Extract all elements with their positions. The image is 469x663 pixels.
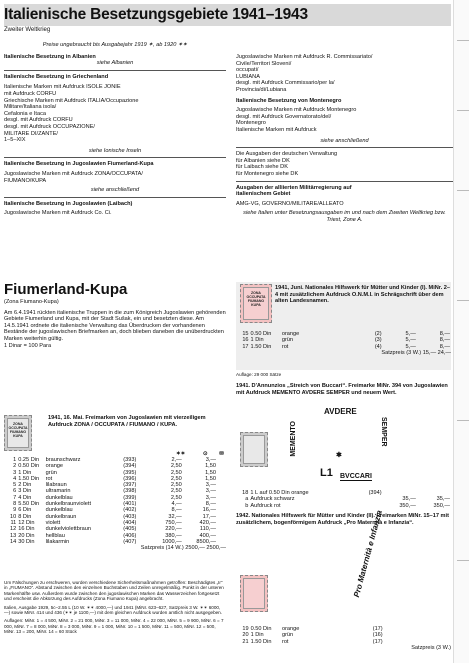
table-cell: violett: [45, 519, 61, 526]
stamp-image: [4, 415, 32, 451]
section-heading: Fiumerland-Kupa: [4, 281, 128, 298]
table-cell: rot: [281, 638, 289, 645]
table-cell: (405): [123, 526, 137, 533]
see-note: siehe anschließend: [320, 137, 369, 144]
text-line: Die Ausgaben der deutschen Verwaltung: [236, 151, 338, 158]
stamp-overprint: ZONA OCCUPATA FIUMANO KUPA: [246, 291, 266, 307]
table-cell: (402): [123, 507, 137, 514]
section-subheading: (Zona Fiumano-Kupa): [4, 299, 59, 305]
right-intro-column: [236, 42, 453, 223]
table-cell: orange: [45, 463, 64, 470]
table-cell: (406): [123, 532, 137, 539]
table-cell: Aufdruck rot: [250, 502, 281, 509]
table-cell: 4 Din: [18, 494, 32, 501]
table-cell: (3): [374, 337, 382, 344]
text-line: desgl. mit Aufdruck Governatorato/del/: [236, 113, 332, 120]
page-title: Italienische Besetzungsgebiete 1941–1943: [4, 6, 308, 23]
text-line: AMG-VG, GOVERNO/MILITARE/ALLEATO: [236, 200, 344, 207]
text-line: 1–5–XIX: [4, 137, 26, 144]
table-cell: 110,—: [199, 526, 216, 533]
text-line: occupati/: [236, 67, 259, 74]
left-intro-column: [4, 42, 226, 217]
table-cell: 8,—: [171, 507, 182, 514]
issue-notes: [4, 580, 226, 635]
text-line: für Laibach siehe DK: [236, 164, 288, 171]
see-note: siehe Ionische Inseln: [88, 147, 142, 154]
table-cell: (4): [374, 343, 382, 350]
text-line: Montenegro: [236, 120, 266, 127]
table-cell: lilabraun: [45, 482, 67, 489]
see-note: siehe anschließend: [90, 187, 140, 194]
table-cell: grün: [281, 337, 294, 344]
text-line: für Montenegro siehe DK: [236, 170, 299, 177]
table-cell: [358, 503, 383, 509]
col-header-mint: ✶✶: [176, 451, 186, 457]
strip-mark: [457, 40, 469, 41]
issue-price-table: [236, 490, 451, 509]
table-cell: (404): [123, 519, 137, 526]
table-cell: (394): [123, 463, 137, 470]
table-cell: 1 L auf 0.50 Din orange: [250, 490, 309, 496]
table-cell: ultramarin: [45, 488, 71, 495]
section-title: Ausgaben der alliierten Militärregierung auf: [236, 184, 352, 191]
section-title: Italienische Besetzung in Griechenland: [4, 73, 109, 80]
table-cell: (17): [372, 638, 383, 645]
table-cell: 5,—: [405, 337, 416, 344]
section-title-cont: italienischem Gebiet: [236, 191, 291, 198]
issue-heading: 1941, Juni. Nationales Hilfswerk für Mütter und Kinder (I). MiNr. 2–4 mit zusätzlichem Aufdruck O.N.M.I. in Schrägschrift über dem alten Landesnamen.: [275, 285, 450, 305]
note-paragraph: Italien, Ausgabe 1929, 5c–2.55 L (10 W. ✶✶ 4000,—) und 1941 (MiNr. 623–627, Satzpreis 3 W. ✶✶ 6000,—) sowie MiNr. 414 und 436 (✶✶ je 1100,—) mit dem gleichen Aufdruck wurden amtlich nicht ausgegeben.: [4, 604, 223, 616]
issue-heading: 1941. D'Annunzios „Streich von Buccari“. Freimarke MiNr. 394 von Jugoslawien mit Aufdruck MEMENTO AVDERE SEMPER und neuem Wert.: [236, 383, 448, 396]
table-cell: 1000,—: [162, 538, 182, 545]
table-cell: 350,—: [399, 502, 416, 509]
table-cell: (396): [123, 475, 137, 482]
table-cell: dunkelblau: [45, 507, 73, 514]
table-cell: 2,50: [170, 488, 182, 495]
table-cell: 35,—: [436, 496, 450, 503]
ovl-word: SEMPER: [380, 417, 387, 447]
table-cell: 32,—: [168, 513, 182, 520]
table-cell: 6: [13, 488, 17, 495]
table-cell: rot: [281, 343, 289, 350]
table-cell: (394): [368, 490, 382, 496]
note-paragraph: Um Fälschungen zu erschweren, wurden verschiedene Sicherheitsmaßnahmen getroffen: Beschädigtes „Ir“ in „FIUMANO“. Abstand zwischen den einzelnen Buchstaben und Zeilen unregelmäßig. Punkt in der unteren Markenhälfte usw. Außerdem wurde zwischen den jugoslawischen Marken das Wasserzeichen fortgesetzt und erscheint die Abkürzung des Aufdrucks (Zona Fiumano Kupa) angebracht.: [4, 580, 224, 602]
table-cell: 1: [13, 457, 17, 463]
note-paragraph: Auflagen: MiNr. 1 = 4 500, MiNr. 2 = 21 000, MiNr. 3 = 11 000, MiNr. 4 = 22 000, MiNr. 5 = 9 900, MiNr. 6 = 7 000, MiNr. 7 = 8 000, MiNr. 8 = 3 000, MiNr. 9 = 1 000, MiNr. 10 = 1 500, MiNr. 11 = 500, MiNr. 12 = 500, MiNr. 13 = 200, MiNr. 14 = 60 Stück: [4, 618, 224, 635]
table-cell: 7: [13, 494, 17, 501]
divider: [4, 197, 226, 198]
stamp-overprint: ZONA OCCUPATA FIUMANO KUPA: [8, 422, 28, 438]
table-cell: 9: [13, 507, 17, 514]
strip-mark: [457, 420, 469, 421]
table-cell: 17: [242, 343, 249, 350]
price-rows: [236, 331, 451, 350]
table-cell: 8500,—: [196, 538, 216, 545]
table-cell: 1,50: [205, 463, 216, 470]
table-cell: 2,50: [170, 494, 182, 501]
table-cell: 380,—: [165, 532, 182, 539]
table-cell: 19: [242, 626, 249, 632]
text-line: Provincia/di/Lubiana: [236, 86, 287, 93]
table-cell: 21: [242, 638, 249, 645]
table-cell: 3,—: [205, 488, 216, 495]
section-title: Italienische Besetzung in Albanien: [4, 53, 96, 60]
table-cell: 10: [10, 513, 17, 520]
table-cell: b: [245, 502, 249, 509]
table-cell: 350,—: [433, 502, 450, 509]
table-cell: 1 Din: [250, 632, 264, 639]
table-cell: rot: [45, 475, 53, 482]
price-rows: [236, 626, 451, 645]
table-cell: 1.50 Din: [18, 475, 40, 482]
text-line: desgl. mit Aufdruck CORFU: [4, 117, 73, 124]
text-line: LUBIANA: [236, 73, 260, 80]
table-cell: 0.50 Din: [250, 331, 272, 337]
table-cell: 16 Din: [18, 526, 35, 533]
table-cell: 14: [10, 538, 17, 545]
stamp-image: [240, 432, 268, 467]
divider: [236, 181, 453, 182]
table-cell: 20 Din: [18, 532, 35, 539]
table-cell: 12 Din: [18, 519, 35, 526]
table-cell: (399): [123, 494, 137, 501]
divider: [4, 70, 226, 71]
title-bar: [4, 4, 451, 26]
table-cell: 3 Din: [18, 488, 32, 495]
section-title: Italienische Besetzung in Jugoslawien (Laibach): [4, 200, 133, 207]
table-cell: 2 Din: [18, 482, 32, 489]
issue-price-table: [4, 451, 226, 551]
table-cell: Aufdruck schwarz: [250, 496, 295, 503]
text-line: Jugoslawische Marken mit Aufdruck R. Commissariato/: [236, 54, 373, 60]
intro-paragraph: Am 6.4.1941 rückten italienische Truppen in die zum Königreich Jugoslawien gehörenden Gebiete Fiumerland und Kupa, mit der Stadt Sušak, ein und besetzten diese. Am 14.5.1941 ordnete die italienische Verwaltung das Überdrucken der vorhandenen Bestände der jugoslawischen Briefmarken an, doch blieben daneben die unüberdruckten Marken weiterhin gültig.: [4, 309, 226, 342]
table-cell: 4: [13, 475, 17, 482]
text-line: Italienische Marken mit Aufdruck ISOLE JONIE: [4, 84, 121, 91]
table-cell: 1.50 Din: [250, 638, 272, 645]
table-cell: 0.50 Din: [18, 463, 40, 470]
table-cell: 8,—: [439, 343, 450, 350]
table-cell: 12: [10, 526, 17, 533]
table-cell: 17,—: [202, 513, 216, 520]
table-cell: 2,50: [170, 475, 182, 482]
table-cell: a: [245, 496, 249, 503]
table-cell: 2,50: [170, 469, 182, 476]
text-line: mit Aufdruck CORFU: [4, 90, 57, 97]
table-cell: 750,—: [165, 519, 182, 526]
table-cell: dunkelbraun: [45, 513, 77, 520]
table-cell: 3,—: [205, 494, 216, 501]
fiume-intro: [4, 299, 226, 349]
table-cell: 18: [242, 490, 249, 496]
price-note: Preise ungebraucht bis Ausgabejahr 1919 ✶, ab 1920 ✶✶: [42, 42, 188, 48]
table-cell: 2: [13, 463, 17, 470]
table-cell: 8,—: [439, 331, 450, 337]
section-title: Italienische Besetzung von Montenegro: [236, 97, 342, 104]
stamp-image: [240, 575, 268, 612]
table-cell: hellblau: [45, 532, 65, 539]
col-header-cover: ✉: [219, 451, 224, 457]
overprint-illustration: [290, 407, 400, 487]
text-line: Militare/Italiana isola/: [4, 104, 57, 111]
table-cell: lilakarmin: [45, 538, 70, 545]
table-cell: (395): [123, 469, 137, 476]
see-note: siehe Italien unter Besetzungsausgaben im und nach dem Zweiten Weltkrieg bzw. Triest, Zone A.: [243, 210, 446, 223]
page-edge-strip: [453, 0, 469, 663]
text-line: Griechische Marken mit Aufdruck ITALIA/Occupazione: [4, 97, 139, 104]
table-cell: 15: [242, 331, 249, 337]
set-total: Satzpreis (3 W.): [411, 644, 451, 651]
table-cell: (403): [123, 513, 137, 520]
currency-note: 1 Dinar = 100 Para: [4, 342, 52, 349]
table-cell: 5,—: [405, 331, 416, 337]
table-cell: 6 Din: [18, 507, 32, 514]
price-rows: [4, 457, 226, 545]
text-line: für Albanien siehe DK: [236, 157, 290, 164]
strip-mark: [457, 560, 469, 561]
arc-overprint: Pro Maternità e Infanzia: [352, 509, 384, 599]
issue-heading: 1942. Nationales Hilfswerk für Mütter und Kinder (II). Freimarken MiNr. 15–17 mit zusätzlichem, bogenförmigem Aufdruck „Pro Maternità e Infanzia“.: [236, 513, 449, 526]
table-cell: 1.50 Din: [250, 343, 272, 350]
table-cell: 5: [13, 482, 17, 489]
table-cell: 3,—: [205, 457, 216, 463]
table-cell: 16: [242, 337, 249, 344]
table-cell: 5.50 Din: [18, 501, 40, 508]
table-cell: 2,50: [170, 482, 182, 489]
table-cell: 20: [242, 632, 249, 639]
text-line: desgl. mit Aufdruck OCCUPAZIONE/: [4, 123, 95, 130]
table-cell: 2,—: [171, 457, 182, 463]
set-total: Satzpreis (14 W.) 2500,— 2500,—: [140, 545, 226, 552]
table-cell: orange: [281, 626, 300, 632]
table-cell: 1,50: [205, 475, 216, 482]
table-cell: (398): [123, 488, 137, 495]
text-line: Civile/Territori Sloveni/: [236, 60, 292, 67]
table-cell: 11: [10, 519, 17, 526]
table-cell: 3: [13, 469, 17, 476]
strip-mark: [457, 190, 469, 191]
table-cell: 0.25 Din: [18, 457, 40, 463]
text-line: Italienische Marken mit Aufdruck: [236, 126, 317, 133]
table-cell: 420,—: [199, 519, 216, 526]
divider: [4, 157, 226, 158]
table-cell: 0.50 Din: [250, 626, 272, 632]
strip-mark: [457, 300, 469, 301]
table-cell: 8,—: [439, 337, 450, 344]
table-cell: 5,—: [405, 343, 416, 350]
table-cell: 8,—: [205, 501, 216, 508]
issue-heading: 1941, 16. Mai. Freimarken von Jugoslawien mit vierzeiligem Aufdruck ZONA / OCCUPATA / FIUMANO / KUPA.: [48, 415, 206, 428]
table-cell: 8: [13, 501, 17, 508]
table-cell: 400,—: [199, 532, 216, 539]
table-cell: (17): [372, 626, 383, 632]
table-cell: grün: [45, 469, 57, 476]
ovl-city: BVCCARI: [340, 473, 372, 480]
table-cell: 13: [10, 532, 17, 539]
issue-price-table: [236, 331, 451, 356]
table-cell: 8 Din: [18, 513, 32, 520]
table-cell: dunkelviolettbraun: [45, 526, 92, 533]
star-icon: ✱: [336, 452, 342, 459]
edition-note: Auflage: 29 000 Sätze: [236, 372, 282, 377]
table-cell: (2): [374, 331, 382, 337]
text-line: desgl. mit Aufdruck Commissario/per la/: [236, 80, 335, 87]
table-cell: 2,50: [170, 463, 182, 470]
text-line: FIUMANO/KUPA: [4, 177, 47, 184]
table-cell: 35,—: [402, 496, 416, 503]
section-title: Italienische Besetzung in Jugoslawien Fiumerland-Kupa: [4, 161, 154, 168]
page-subtitle: Zweiter Weltkrieg: [4, 27, 51, 33]
text-line: Jugoslawische Marken mit Aufdruck ZONA/OCCUPATA/: [4, 170, 143, 177]
table-cell: dunkelblau: [45, 494, 73, 501]
table-cell: dunkelbraunviolett: [45, 501, 92, 508]
table-cell: 4,—: [171, 501, 182, 508]
divider: [236, 147, 453, 148]
table-cell: 30 Din: [18, 538, 35, 545]
table-cell: (401): [123, 501, 137, 508]
table-cell: orange: [281, 331, 300, 337]
ovl-word: MEMENTO: [290, 421, 297, 457]
table-cell: 16,—: [202, 507, 216, 514]
col-header-used: ⊙: [202, 451, 208, 457]
table-cell: (16): [372, 632, 383, 639]
ovl-word: AVDERE: [324, 407, 357, 416]
stamp-image: [240, 284, 272, 323]
strip-mark: [457, 110, 469, 111]
table-row: [236, 503, 451, 509]
set-total: Satzpreis (3 W.) 15,— 24,—: [381, 349, 451, 356]
table-cell: (407): [123, 538, 137, 545]
table-cell: 1 Din: [18, 469, 32, 476]
table-cell: (393): [123, 457, 137, 463]
table-cell: 3,—: [205, 482, 216, 489]
text-line: MILITARE DI/ZANTE/: [4, 130, 58, 137]
issue-price-table: [236, 626, 451, 651]
see-note: siehe Albanien: [96, 60, 134, 67]
table-cell: braunschwarz: [45, 457, 81, 463]
table-cell: 1 Din: [250, 337, 264, 344]
text-line: Cefalonia e Itaca: [4, 110, 46, 117]
table-cell: 1,50: [205, 469, 216, 476]
text-line: Jugoslawische Marken mit Aufdruck Montenegro: [236, 107, 357, 114]
table-cell: (397): [123, 482, 137, 489]
text-line: Jugoslawische Marken mit Aufdruck Co. Ci.: [4, 210, 112, 217]
price-rows: [236, 490, 451, 509]
table-cell: 220,—: [165, 526, 182, 533]
ovl-value: L1: [320, 467, 333, 479]
table-cell: grün: [281, 632, 294, 639]
